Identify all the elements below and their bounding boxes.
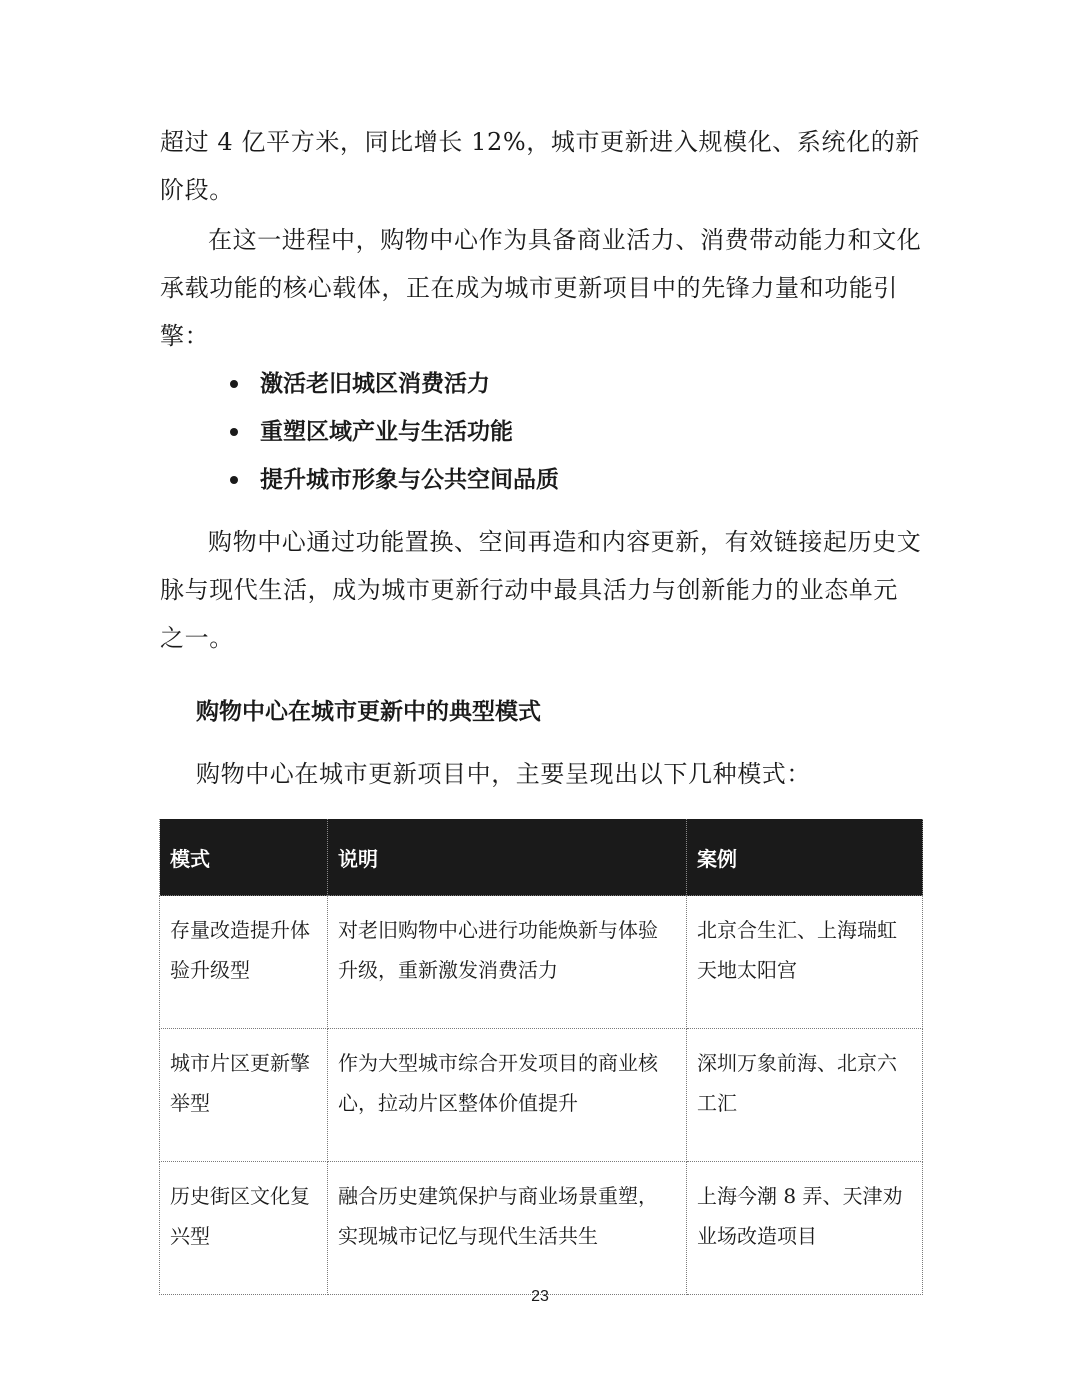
table-cell-mode: 历史街区文化复兴型 [160,1162,328,1295]
table-row [160,1029,923,1162]
bullet-list [160,360,922,504]
bullet-dot-icon [230,380,238,388]
column-header-mode: 模式 [160,819,328,896]
modes-table [159,819,923,1295]
table-header-row [160,819,923,896]
bullet-text: 重塑区域产业与生活功能 [260,419,513,445]
bullet-item [160,408,922,456]
column-header-case: 案例 [687,819,923,896]
section-intro: 购物中心在城市更新项目中，主要呈现出以下几种模式： [196,760,811,788]
section-heading: 购物中心在城市更新中的典型模式 [196,699,541,725]
page-number: 23 [531,1288,549,1305]
paragraph-summary: 购物中心通过功能置换、空间再造和内容更新，有效链接起历史文脉与现代生活，成为城市更新行动中最具活力与创新能力的业态单元之一。 [160,528,922,652]
table-cell-description: 作为大型城市综合开发项目的商业核心，拉动片区整体价值提升 [328,1029,687,1162]
table-row [160,896,923,1029]
bullet-dot-icon [230,476,238,484]
paragraph-shopping-center-role: 在这一进程中，购物中心作为具备商业活力、消费带动能力和文化承载功能的核心载体，正在成为城市更新项目中的先锋力量和功能引擎： [160,226,922,350]
table-cell-mode: 城市片区更新擎举型 [160,1029,328,1162]
bullet-text: 提升城市形象与公共空间品质 [260,467,559,493]
column-header-description: 说明 [328,819,687,896]
table-cell-description: 对老旧购物中心进行功能焕新与体验升级，重新激发消费活力 [328,896,687,1029]
table-cell-case: 北京合生汇、上海瑞虹天地太阳宫 [687,896,923,1029]
table-cell-case: 深圳万象前海、北京六工汇 [687,1029,923,1162]
bullet-text: 激活老旧城区消费活力 [260,371,490,397]
table-cell-case: 上海今潮 8 弄、天津劝业场改造项目 [687,1162,923,1295]
table-row [160,1162,923,1295]
paragraph-growth: 超过 4 亿平方米，同比增长 12%，城市更新进入规模化、系统化的新阶段。 [160,128,920,204]
bullet-item [160,360,922,408]
bullet-item [160,456,922,504]
table-cell-description: 融合历史建筑保护与商业场景重塑，实现城市记忆与现代生活共生 [328,1162,687,1295]
table-cell-mode: 存量改造提升体验升级型 [160,896,328,1029]
bullet-dot-icon [230,428,238,436]
